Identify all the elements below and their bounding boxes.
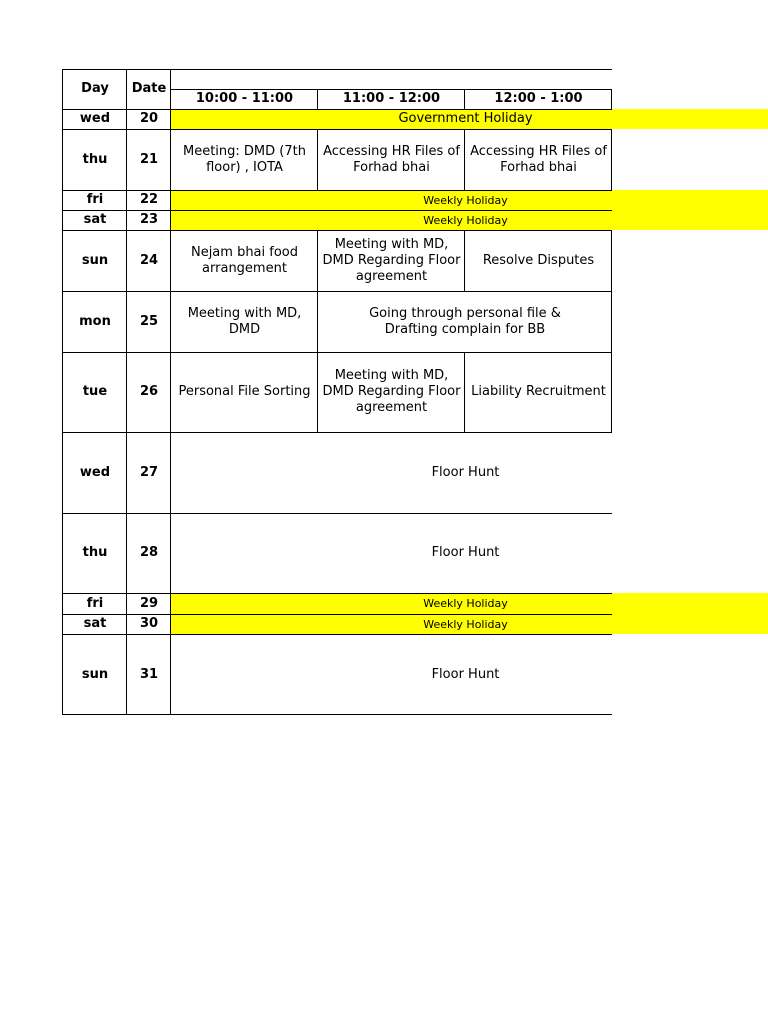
activity-cell: Liability Recruitment xyxy=(471,384,606,399)
row-day: sat xyxy=(83,616,107,631)
header-slot-1: 10:00 - 11:00 xyxy=(195,91,294,106)
row-day: tue xyxy=(82,384,108,399)
row-day: sun xyxy=(81,252,109,268)
row-day: fri xyxy=(86,192,104,207)
grid-line xyxy=(63,210,612,211)
activity-cell: Nejam bhai food arrangement xyxy=(190,244,299,276)
header-slot-2: 11:00 - 12:00 xyxy=(342,91,441,106)
row-date: 21 xyxy=(139,151,159,167)
grid-line xyxy=(317,352,318,432)
grid-line xyxy=(63,190,612,191)
header-date: Date xyxy=(131,81,167,96)
activity-cell-merged: Floor Hunt xyxy=(431,666,500,682)
holiday-label: Weekly Holiday xyxy=(423,193,508,207)
activity-cell-merged: Going through personal file & Drafting complain for BB xyxy=(369,305,561,337)
grid-line xyxy=(464,230,465,291)
activity-cell-merged: Floor Hunt xyxy=(431,464,500,480)
grid-line xyxy=(63,230,612,231)
holiday-label: Government Holiday xyxy=(398,111,533,126)
grid-line xyxy=(611,129,612,190)
row-date: 30 xyxy=(139,616,159,631)
row-day: fri xyxy=(86,595,104,611)
header-day: Day xyxy=(81,81,109,96)
grid-line xyxy=(317,129,318,190)
activity-cell-merged: Floor Hunt xyxy=(431,545,500,560)
grid-line xyxy=(63,291,612,292)
activity-cell: Meeting with MD, DMD Regarding Floor agreement xyxy=(322,236,461,284)
grid-line xyxy=(171,89,612,90)
holiday-label: Weekly Holiday xyxy=(423,213,508,227)
grid-line xyxy=(317,89,318,109)
row-date: 23 xyxy=(139,212,159,227)
row-date: 28 xyxy=(139,545,159,560)
grid-line xyxy=(464,352,465,432)
row-day: thu xyxy=(82,545,108,560)
grid-line xyxy=(611,291,612,352)
activity-cell: Accessing HR Files of Forhad bhai xyxy=(323,143,460,175)
grid-line xyxy=(63,109,612,110)
holiday-label: Weekly Holiday xyxy=(423,597,508,610)
row-day: sat xyxy=(83,212,107,227)
row-date: 20 xyxy=(139,111,159,126)
row-date: 25 xyxy=(139,313,159,329)
row-day: wed xyxy=(79,111,111,126)
row-day: thu xyxy=(82,151,108,167)
grid-line xyxy=(126,69,127,715)
row-day: mon xyxy=(79,313,111,329)
grid-line xyxy=(63,513,612,514)
row-date: 29 xyxy=(139,595,159,611)
grid-line xyxy=(63,593,612,594)
activity-cell: Resolve Disputes xyxy=(482,252,595,268)
row-date: 22 xyxy=(139,192,159,207)
activity-cell: Meeting with MD, DMD xyxy=(187,305,302,337)
grid-line xyxy=(63,129,612,130)
grid-line xyxy=(63,714,612,715)
grid-line xyxy=(317,291,318,352)
activity-cell: Accessing HR Files of Forhad bhai xyxy=(470,143,607,175)
grid-line xyxy=(63,352,612,353)
row-date: 31 xyxy=(139,666,159,682)
activity-cell: Meeting: DMD (7th floor) , IOTA xyxy=(183,143,306,175)
header-slot-3: 12:00 - 1:00 xyxy=(494,91,583,106)
activity-cell: Personal File Sorting xyxy=(178,384,311,399)
grid-line xyxy=(63,432,612,433)
row-date: 24 xyxy=(139,252,159,268)
grid-line xyxy=(611,352,612,432)
grid-line xyxy=(63,634,612,635)
grid-line xyxy=(62,69,63,715)
grid-line xyxy=(170,69,171,715)
grid-line xyxy=(63,69,612,70)
activity-cell: Meeting with MD, DMD Regarding Floor agreement xyxy=(322,368,461,415)
grid-line xyxy=(464,89,465,109)
row-date: 27 xyxy=(139,464,159,480)
grid-line xyxy=(464,129,465,190)
grid-line xyxy=(611,230,612,291)
row-date: 26 xyxy=(139,384,159,399)
holiday-label: Weekly Holiday xyxy=(423,617,508,631)
grid-line xyxy=(317,230,318,291)
row-day: wed xyxy=(79,464,111,480)
grid-line xyxy=(63,614,612,615)
row-day: sun xyxy=(81,666,109,682)
grid-line xyxy=(611,89,612,109)
